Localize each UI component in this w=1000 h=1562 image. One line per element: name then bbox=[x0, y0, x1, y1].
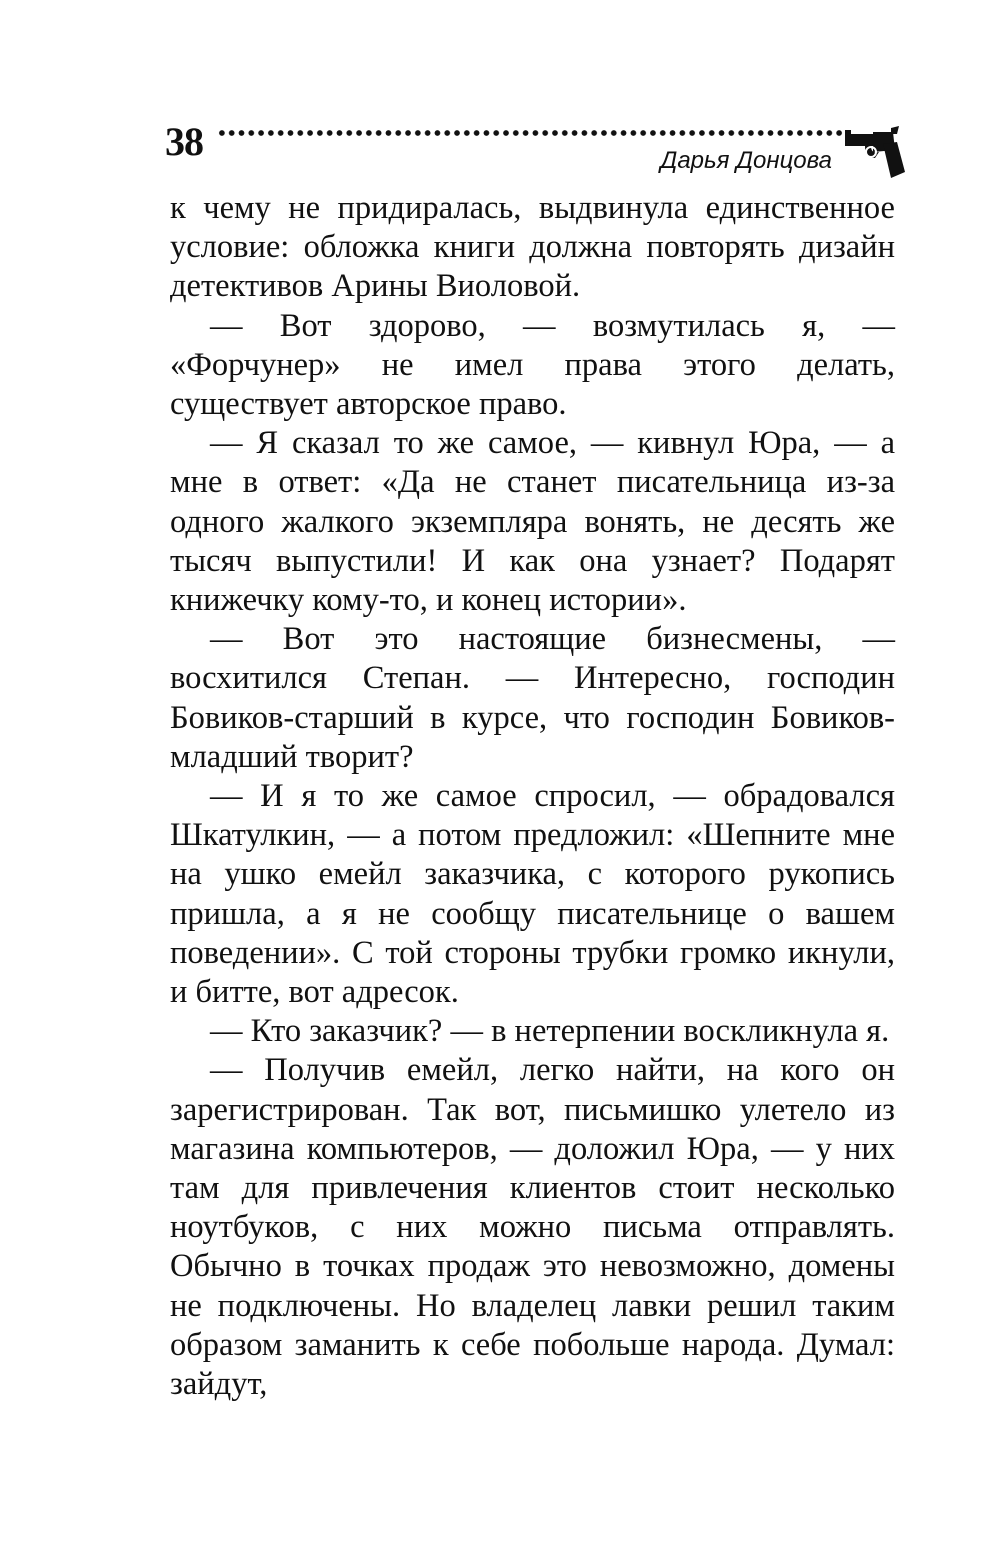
page-number: 38 bbox=[165, 119, 203, 164]
paragraph: — Я сказал то же самое, — кивнул Юра, — а мне в ответ: «Да не станет писательница из-за одного жалкого экземпляра вонять, не десять же тысяч выпустили! И как она узнает? Подарят книжечку кому-то, и конец истории». bbox=[170, 425, 895, 619]
body-text bbox=[170, 189, 895, 1404]
running-head-author: Дарья Донцова bbox=[660, 147, 832, 174]
paragraph: — Вот это настоящие бизнесмены, — восхитился Степан. — Интересно, господин Бовиков-старший в курсе, что господин Бовиков-младший творит? bbox=[170, 621, 895, 775]
paragraph: — Вот здорово, — возмутилась я, — «Форчунер» не имел права этого делать, существует авторское право. bbox=[170, 307, 895, 423]
paragraph: к чему не придиралась, выдвинула единственное условие: обложка книги должна повторять дизайн детективов Арины Виоловой. bbox=[170, 190, 895, 305]
dotted-leader bbox=[217, 126, 843, 140]
gun-icon bbox=[843, 124, 907, 180]
paragraph: — Получив емейл, легко найти, на кого он зарегистрирован. Так вот, письмишко улетело из магазина компьютеров, — доложил Юра, — у них там для привлечения клиентов стоит несколько ноутбуков, с них можно письма отправлять. Обычно в точках продаж это невозможно, домены не подключены. Но владелец лавки решил таким образом заманить к себе побольше народа. Думал: зайдут, bbox=[170, 1052, 895, 1403]
page-header bbox=[165, 118, 910, 188]
paragraph: — И я то же самое спросил, — обрадовался Шкатулкин, — а потом предложил: «Шепните мне на ушко емейл заказчика, с которого рукопись пришла, а я не сообщу писательнице о вашем поведении». С той стороны трубки громко икнули, и битте, вот адресок. bbox=[170, 778, 895, 1011]
paragraph: — Кто заказчик? — в нетерпении воскликнула я. bbox=[210, 1013, 890, 1050]
